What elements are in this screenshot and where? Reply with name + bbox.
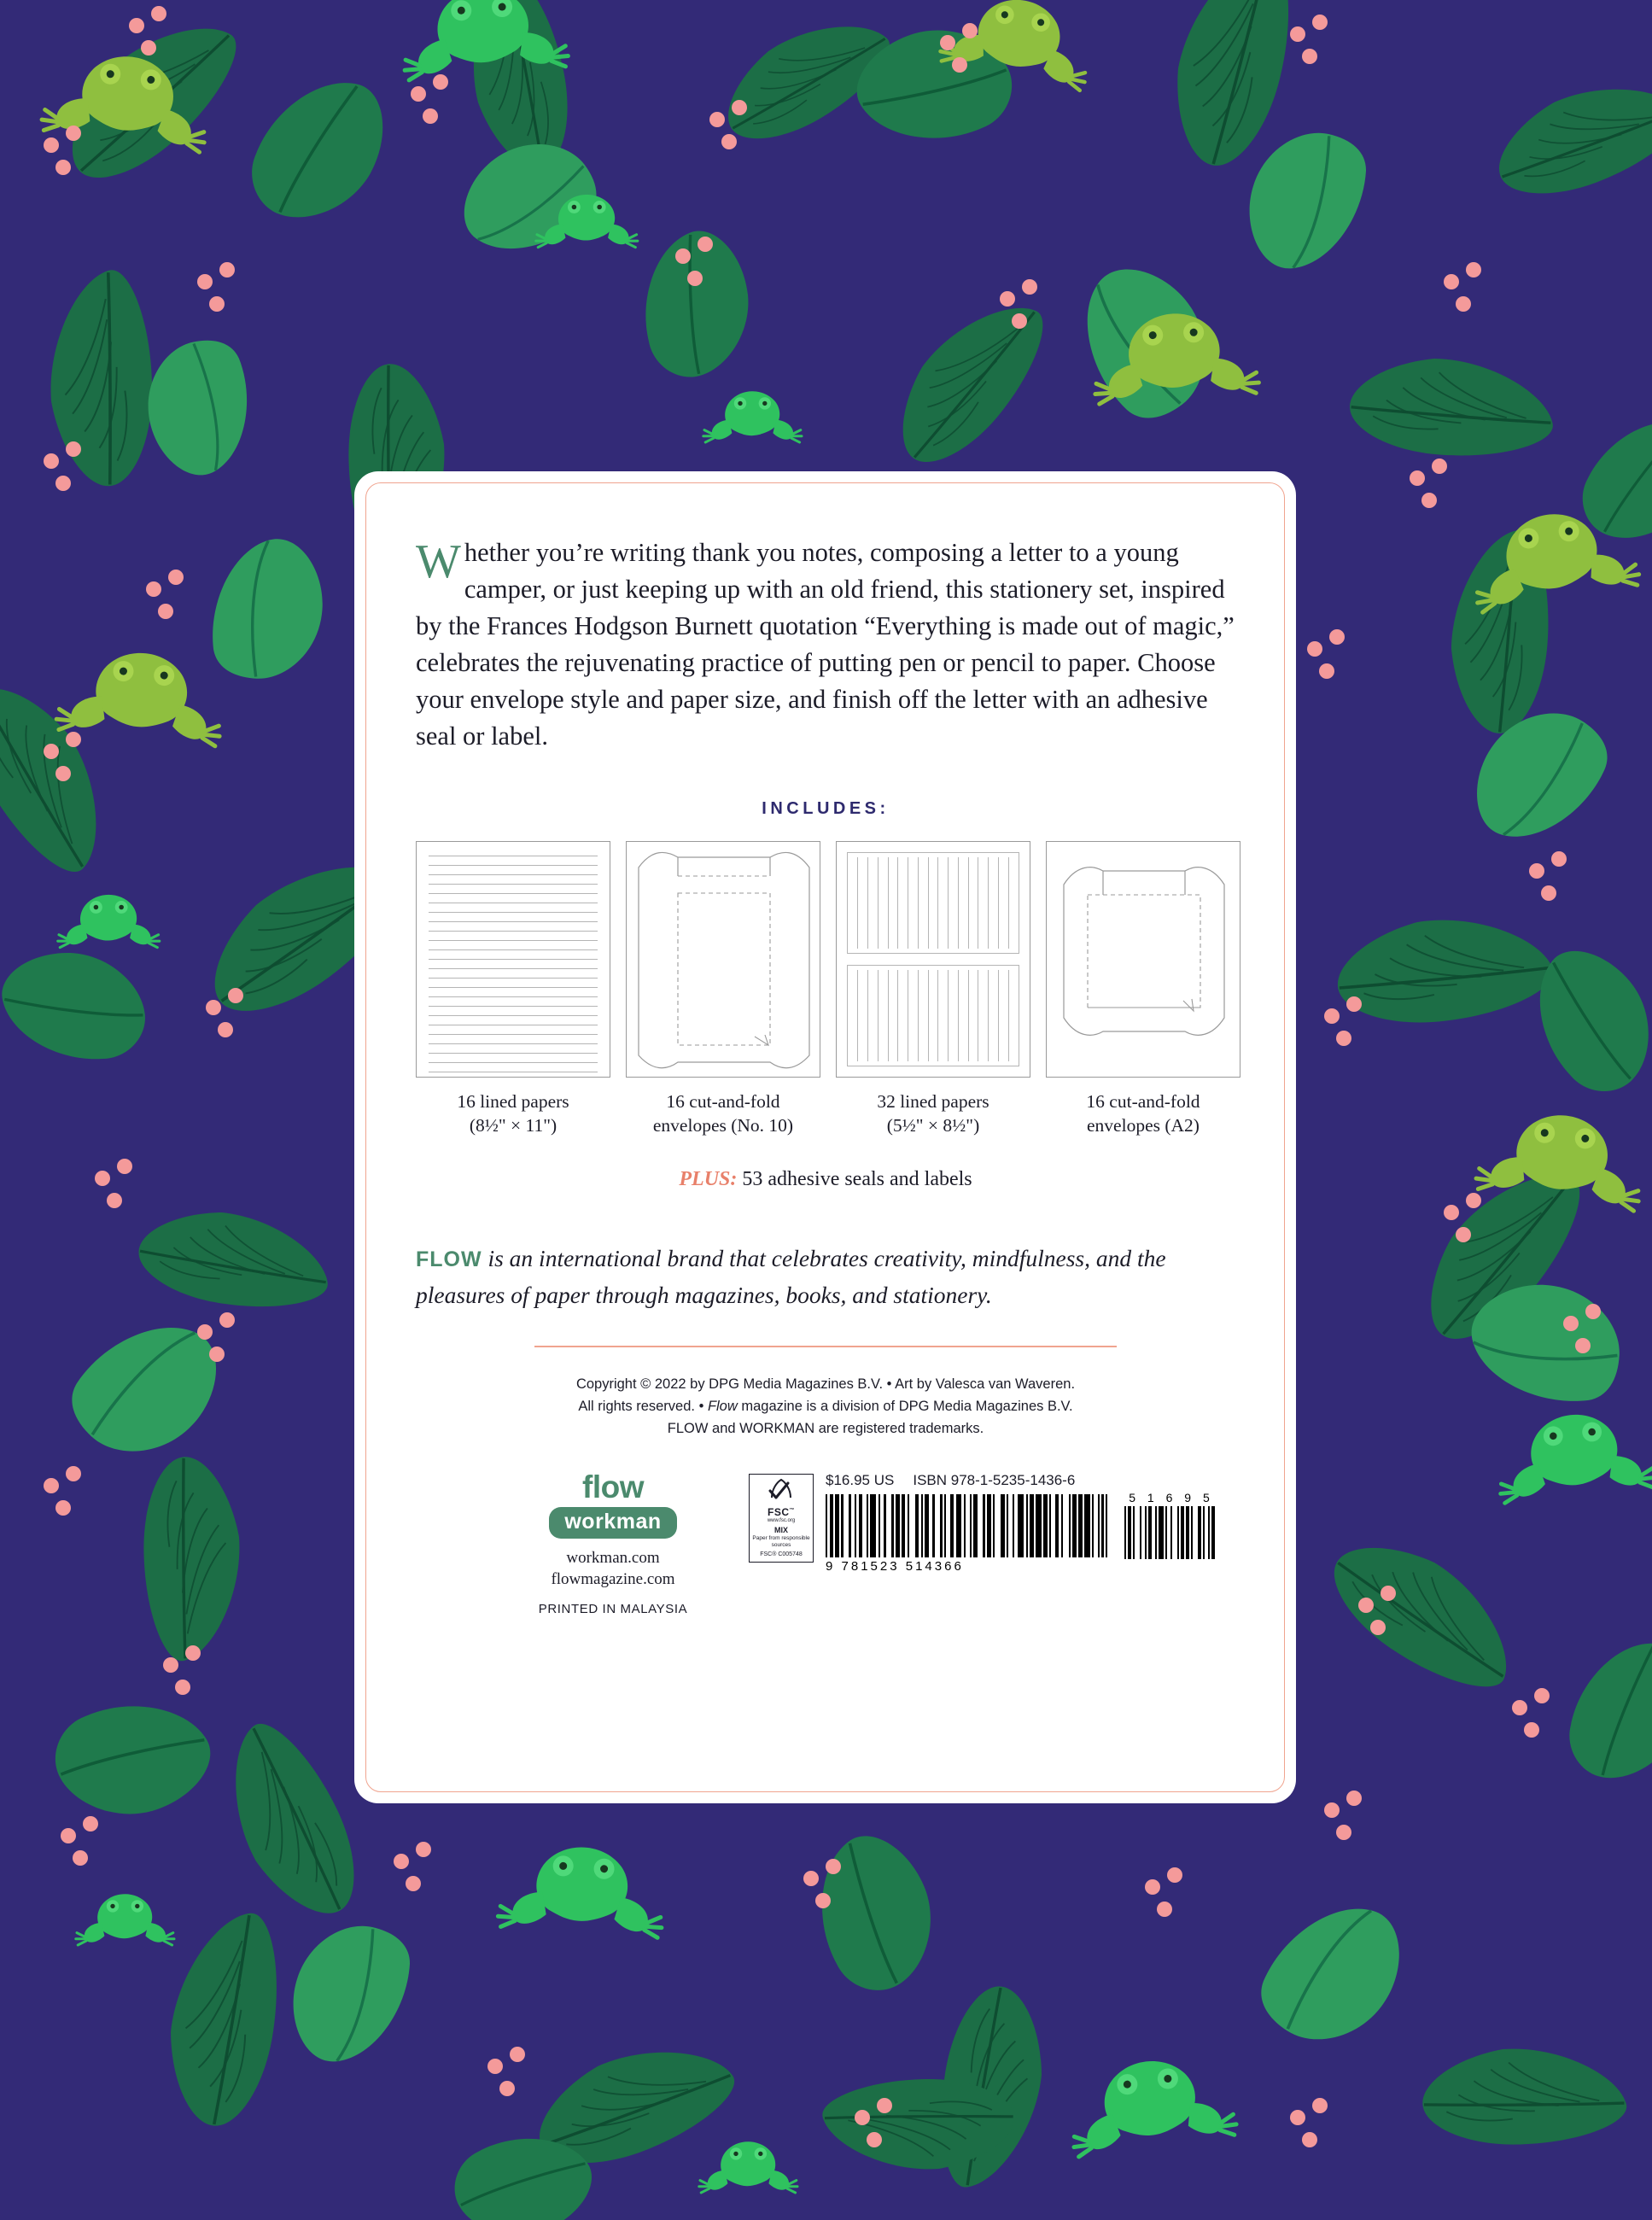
brand-blurb-text: is an international brand that celebrates creativity, mindfulness, and the pleasures of paper through magazines, books, and stationery. [416,1245,1166,1308]
flow-brand-name: FLOW [416,1247,482,1271]
envelope-no10-diagram [627,842,820,1078]
plus-text: 53 adhesive seals and labels [737,1168,972,1190]
copyright-line-3: FLOW and WORKMAN are registered trademarks. [667,1420,984,1436]
envelope-a2-diagram [1047,842,1240,1078]
include-item-lined-papers [416,841,610,1137]
fsc-code: FSC® C005748 [760,1551,803,1557]
copyright-line-1: Copyright © 2022 by DPG Media Magazines B.V. • Art by Valesca van Waveren. [575,1376,1076,1392]
caption-line-1: 16 cut-and-fold [1086,1091,1200,1112]
brand-blurb [416,1241,1235,1313]
fsc-mix-label: MIX [773,1525,788,1534]
lined-paper-half-icon [836,841,1030,1078]
copyright-line-2b: magazine is a division of DPG Media Magazines B.V. [737,1398,1073,1414]
price-label: $16.95 US [826,1471,895,1488]
includes-heading: INCLUDES: [762,799,890,818]
caption-line-1: 16 cut-and-fold [666,1091,780,1112]
caption-line-1: 32 lined papers [877,1091,989,1112]
caption-line-1: 16 lined papers [457,1091,569,1112]
flow-italic: Flow [707,1398,738,1414]
barcode-digits: 9 781523 514366 [826,1558,964,1574]
flow-logo: flow [582,1469,644,1504]
include-item-caption [836,1090,1030,1137]
drop-cap: W [416,535,461,588]
include-item-caption [416,1090,610,1137]
envelope-template-icon [626,841,820,1078]
ean5-addon-barcode [1124,1506,1218,1559]
caption-line-2: (8½" × 11") [469,1115,557,1136]
intro-body: hether you’re writing thank you notes, composing a letter to a young camper, or just keeping up with an old friend, this stationery set, inspired by the Frances Hodgson Burnett quotation “Everything is made out of magic,” celebrates the rejuvenating practice of putting pen or pencil to paper. Choose your envelope style and paper size, and finish off the letter with an adhesive seal or label. [416,538,1235,751]
caption-line-2: envelopes (No. 10) [652,1115,794,1136]
copyright-block [416,1373,1235,1440]
printed-in-text: PRINTED IN MALAYSIA [538,1601,688,1616]
include-item-caption [626,1090,820,1137]
copyright-line-2a: All rights reserved. • [578,1398,708,1414]
plus-line [416,1168,1235,1191]
envelope-template-a2-icon [1046,841,1240,1078]
flowmagazine-url[interactable]: flowmagazine.com [551,1569,675,1588]
fsc-tree-checkmark-icon [750,1477,813,1507]
copyright-line-2 [416,1395,1235,1417]
publisher-urls [498,1547,728,1590]
plus-label: PLUS: [679,1168,738,1190]
include-item-lined-papers-half [836,841,1030,1137]
caption-line-2: envelopes (A2) [1087,1115,1200,1136]
ean13-barcode [826,1494,1107,1557]
divider [534,1346,1117,1347]
publisher-logo-block [498,1469,728,1616]
isbn-barcode-block [826,1472,1107,1574]
includes-items-row [416,841,1235,1137]
fsc-url: www.fsc.org [767,1517,796,1523]
lined-paper-icon [416,841,610,1078]
fsc-description: Paper from responsible sources [752,1534,810,1548]
back-cover-text-panel [354,471,1296,1803]
workman-logo: workman [549,1507,677,1539]
price-addon-barcode-block [1124,1491,1218,1559]
intro-paragraph [416,535,1235,755]
include-item-envelopes-a2 [1046,841,1240,1137]
fsc-label: FSC™ [768,1505,795,1518]
isbn-label: ISBN 978-1-5235-1436-6 [913,1471,1076,1488]
caption-line-2: (5½" × 8½") [886,1115,980,1136]
include-item-envelopes-no10 [626,841,820,1137]
addon-digits: 5 1 6 9 5 [1129,1490,1214,1504]
footer [416,1469,1235,1626]
fsc-certification-mark [749,1474,814,1563]
include-item-caption [1046,1090,1240,1137]
workman-url[interactable]: workman.com [566,1548,660,1567]
price-isbn-row [826,1472,1107,1489]
